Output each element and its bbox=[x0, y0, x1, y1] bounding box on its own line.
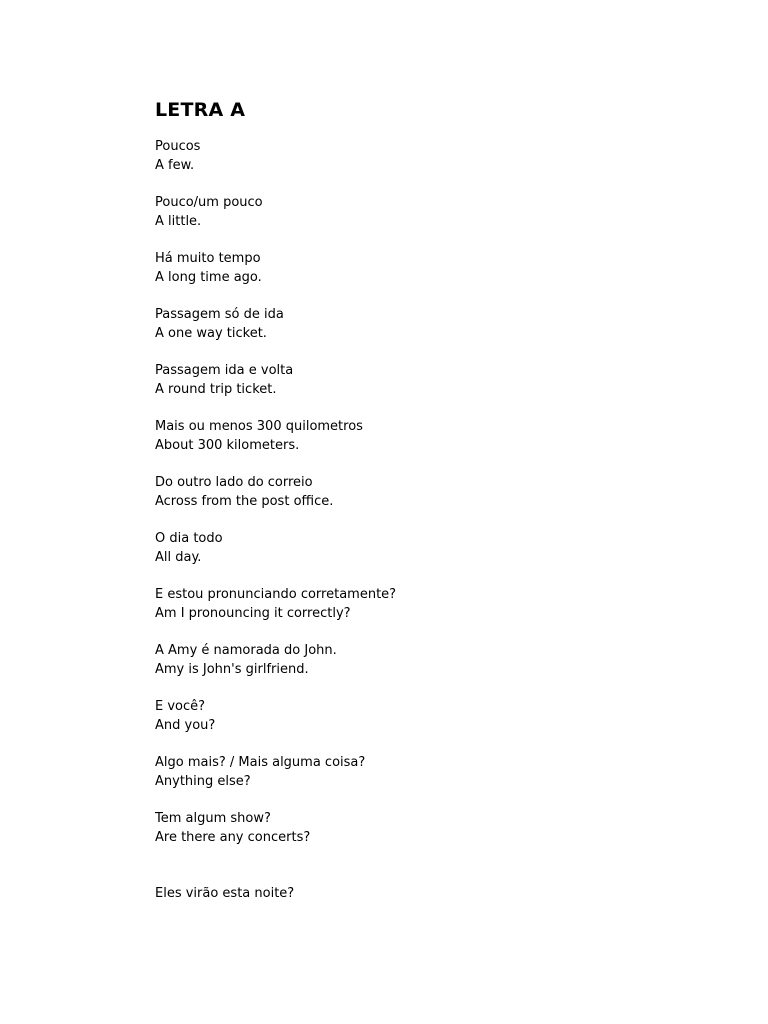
phrase-portuguese: O dia todo bbox=[155, 531, 223, 546]
phrase-portuguese: Pouco/um pouco bbox=[155, 195, 263, 210]
phrase-portuguese: Mais ou menos 300 quilometros bbox=[155, 419, 363, 434]
phrase-portuguese: Passagem só de ida bbox=[155, 307, 284, 322]
trailing-phrase-entry bbox=[155, 885, 715, 904]
phrase-portuguese: Eles virão esta noite? bbox=[155, 886, 295, 901]
phrase-english: About 300 kilometers. bbox=[155, 437, 300, 453]
phrase-english: Are there any concerts? bbox=[155, 829, 311, 845]
phrase-english: Anything else? bbox=[155, 773, 251, 789]
phrase-portuguese: Do outro lado do correio bbox=[155, 475, 313, 490]
phrase-english: A one way ticket. bbox=[155, 325, 267, 341]
document-page bbox=[155, 97, 715, 923]
phrase-entry bbox=[155, 754, 715, 791]
phrase-english: All day. bbox=[155, 549, 202, 565]
phrase-entry bbox=[155, 362, 715, 399]
phrase-entry bbox=[155, 586, 715, 623]
phrase-english: Amy is John's girlfriend. bbox=[155, 661, 309, 677]
phrase-entry bbox=[155, 250, 715, 287]
phrase-english: Across from the post office. bbox=[155, 493, 334, 509]
phrase-english: A little. bbox=[155, 213, 202, 229]
page-heading: LETRA A bbox=[155, 99, 246, 121]
phrase-english: A round trip ticket. bbox=[155, 381, 277, 397]
phrase-entry bbox=[155, 642, 715, 679]
phrase-entry bbox=[155, 194, 715, 231]
phrase-entry bbox=[155, 698, 715, 735]
phrase-english: A long time ago. bbox=[155, 269, 262, 285]
phrase-portuguese: A Amy é namorada do John. bbox=[155, 643, 337, 658]
phrase-entry bbox=[155, 474, 715, 511]
phrase-entry bbox=[155, 810, 715, 847]
phrase-entry bbox=[155, 530, 715, 567]
phrase-portuguese: Há muito tempo bbox=[155, 251, 261, 266]
phrase-portuguese: E estou pronunciando corretamente? bbox=[155, 587, 397, 602]
phrase-portuguese: Poucos bbox=[155, 139, 201, 154]
phrase-portuguese: E você? bbox=[155, 699, 206, 714]
phrase-entry bbox=[155, 306, 715, 343]
phrase-entry bbox=[155, 138, 715, 175]
phrase-english: And you? bbox=[155, 717, 216, 733]
phrase-english: A few. bbox=[155, 157, 195, 173]
phrase-portuguese: Algo mais? / Mais alguma coisa? bbox=[155, 755, 366, 770]
phrase-english: Am I pronouncing it correctly? bbox=[155, 605, 351, 621]
phrase-portuguese: Tem algum show? bbox=[155, 811, 271, 826]
phrase-portuguese: Passagem ida e volta bbox=[155, 363, 294, 378]
phrase-entry bbox=[155, 418, 715, 455]
phrase-list bbox=[155, 138, 715, 847]
